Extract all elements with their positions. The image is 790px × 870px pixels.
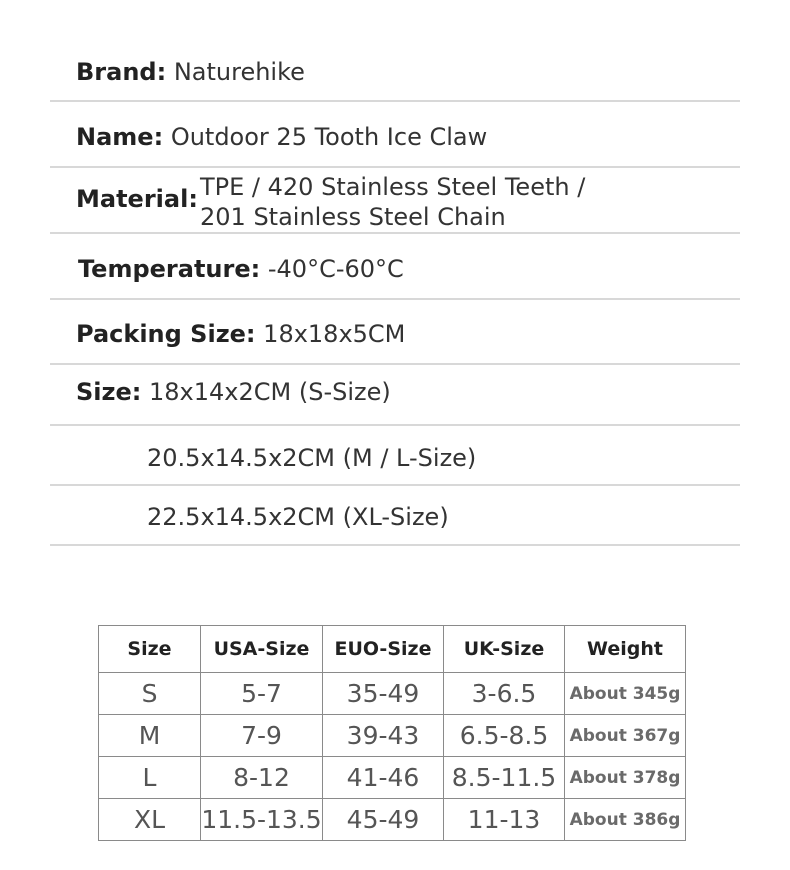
cell-usa-size: 8-12 [201, 757, 323, 799]
spec-row-packing-size [50, 300, 740, 365]
packing-size-label: Packing Size: [76, 320, 256, 348]
cell-weight: About 386g [565, 799, 686, 841]
cell-uk-size: 6.5-8.5 [444, 715, 565, 757]
header-size: Size [99, 626, 201, 673]
name-value: Outdoor 25 Tooth Ice Claw [170, 123, 488, 151]
size-label: Size: [76, 378, 142, 406]
name-label: Name: [76, 123, 164, 151]
cell-euo-size: 45-49 [323, 799, 444, 841]
table-header-row [99, 626, 686, 673]
brand-line [76, 57, 305, 87]
spec-row-temperature [50, 234, 740, 300]
material-value-line2: 201 Stainless Steel Chain [200, 203, 506, 231]
table-row [99, 715, 686, 757]
packing-size-line [76, 319, 405, 349]
spec-row-size-ml [50, 426, 740, 486]
cell-usa-size: 7-9 [201, 715, 323, 757]
cell-weight: About 345g [565, 673, 686, 715]
spec-row-material [50, 168, 740, 234]
temperature-value: -40°C-60°C [267, 255, 404, 283]
temperature-line [78, 254, 404, 284]
cell-weight: About 378g [565, 757, 686, 799]
material-value-line1: TPE / 420 Stainless Steel Teeth / [200, 173, 586, 201]
cell-weight: About 367g [565, 715, 686, 757]
table-row [99, 673, 686, 715]
cell-size: M [99, 715, 201, 757]
brand-label: Brand: [76, 58, 167, 86]
brand-value: Naturehike [173, 58, 305, 86]
cell-size: XL [99, 799, 201, 841]
cell-uk-size: 8.5-11.5 [444, 757, 565, 799]
cell-euo-size: 35-49 [323, 673, 444, 715]
table-row [99, 757, 686, 799]
size-value-s: 18x14x2CM (S-Size) [149, 378, 391, 406]
cell-uk-size: 11-13 [444, 799, 565, 841]
cell-euo-size: 41-46 [323, 757, 444, 799]
header-uk-size: UK-Size [444, 626, 565, 673]
header-usa-size: USA-Size [201, 626, 323, 673]
size-chart-table [98, 625, 686, 841]
temperature-label: Temperature: [78, 255, 261, 283]
cell-usa-size: 5-7 [201, 673, 323, 715]
cell-size: L [99, 757, 201, 799]
name-line [76, 122, 487, 152]
material-label: Material: [76, 185, 198, 213]
size-value-ml: 20.5x14.5x2CM (M / L-Size) [147, 444, 477, 472]
spec-row-name [50, 102, 740, 168]
packing-size-value: 18x18x5CM [263, 320, 406, 348]
header-weight: Weight [565, 626, 686, 673]
size-line [76, 377, 391, 407]
cell-size: S [99, 673, 201, 715]
cell-euo-size: 39-43 [323, 715, 444, 757]
size-value-xl: 22.5x14.5x2CM (XL-Size) [147, 503, 449, 531]
spec-row-size-xl [50, 486, 740, 546]
table-row [99, 799, 686, 841]
header-euo-size: EUO-Size [323, 626, 444, 673]
spec-row-size [50, 365, 740, 426]
cell-uk-size: 3-6.5 [444, 673, 565, 715]
cell-usa-size: 11.5-13.5 [201, 799, 323, 841]
spec-row-brand [50, 45, 740, 102]
